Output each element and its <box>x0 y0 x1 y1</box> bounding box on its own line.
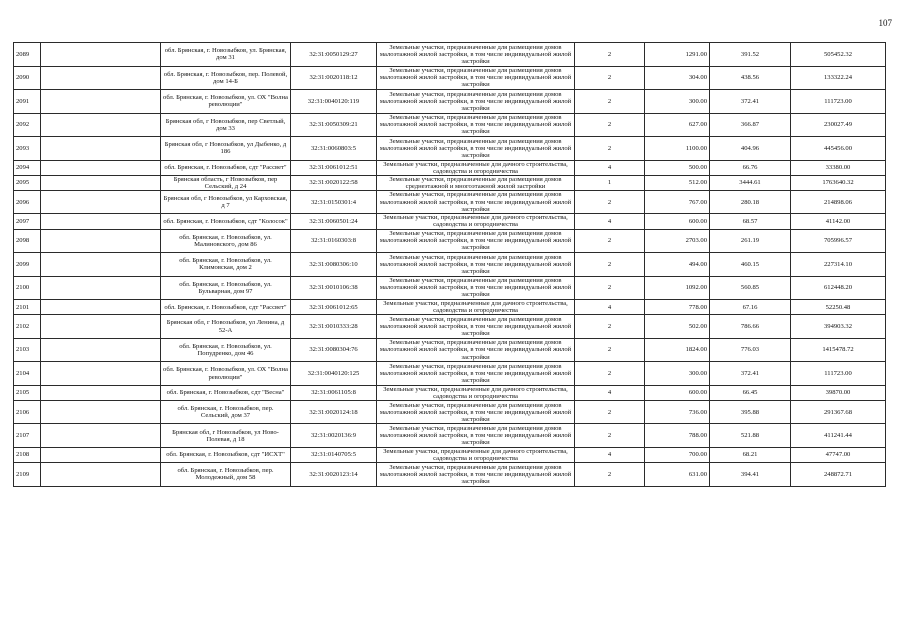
table-row <box>14 315 886 339</box>
group-cell: 2 <box>575 338 645 362</box>
table-row <box>14 300 886 315</box>
empty-cell <box>41 300 161 315</box>
cadastral-value-table <box>13 42 886 487</box>
address-cell: обл. Брянская, г. Новозыбков, сдт "ИСХТ" <box>161 447 291 462</box>
area-cell: 502.00 <box>645 315 710 339</box>
land-use-category-cell: Земельные участки, предназначенные для размещения домов малоэтажной жилой застройки, в том числе индивидуальной жилой застройки <box>377 338 575 362</box>
cadastral-number-cell: 32:31:0020123:14 <box>291 463 377 487</box>
area-cell: 788.00 <box>645 424 710 448</box>
address-cell: обл. Брянская, г. Новозыбков, ул. Брянская, дом 31 <box>161 43 291 67</box>
table-row <box>14 253 886 277</box>
specific-value-cell: 3444.61 <box>710 175 791 190</box>
empty-cell <box>41 276 161 300</box>
cadastral-number-cell: 32:31:0020136:9 <box>291 424 377 448</box>
area-cell: 700.00 <box>645 447 710 462</box>
table-row <box>14 137 886 161</box>
table-row <box>14 190 886 214</box>
cadastral-value-cell: 47747.00 <box>791 447 886 462</box>
empty-cell <box>41 400 161 424</box>
cadastral-number-cell: 32:31:0020124:18 <box>291 400 377 424</box>
land-use-category-cell: Земельные участки, предназначенные для дачного строительства, садоводства и огородничества <box>377 214 575 229</box>
table-row <box>14 214 886 229</box>
empty-cell <box>41 315 161 339</box>
cadastral-number-cell: 32:31:0040120:119 <box>291 90 377 114</box>
area-cell: 2703.00 <box>645 229 710 253</box>
group-cell: 2 <box>575 66 645 90</box>
cadastral-value-cell: 394903.32 <box>791 315 886 339</box>
empty-cell <box>41 385 161 400</box>
area-cell: 600.00 <box>645 214 710 229</box>
land-use-category-cell: Земельные участки, предназначенные для дачного строительства, садоводства и огородничества <box>377 447 575 462</box>
land-use-category-cell: Земельные участки, предназначенные для размещения домов среднеэтажной и многоэтажной жилой застройки <box>377 175 575 190</box>
specific-value-cell: 366.87 <box>710 113 791 137</box>
row-number: 2100 <box>14 276 41 300</box>
group-cell: 2 <box>575 400 645 424</box>
cadastral-number-cell: 32:31:0050129:27 <box>291 43 377 67</box>
land-use-category-cell: Земельные участки, предназначенные для размещения домов малоэтажной жилой застройки, в том числе индивидуальной жилой застройки <box>377 424 575 448</box>
specific-value-cell: 372.41 <box>710 90 791 114</box>
cadastral-value-cell: 1415478.72 <box>791 338 886 362</box>
row-number: 2109 <box>14 463 41 487</box>
cadastral-value-cell: 248872.71 <box>791 463 886 487</box>
area-cell: 500.00 <box>645 160 710 175</box>
specific-value-cell: 68.21 <box>710 447 791 462</box>
cadastral-number-cell: 32:31:0150301:4 <box>291 190 377 214</box>
table-row <box>14 463 886 487</box>
land-use-category-cell: Земельные участки, предназначенные для размещения домов малоэтажной жилой застройки, в том числе индивидуальной жилой застройки <box>377 400 575 424</box>
cadastral-value-cell: 291367.68 <box>791 400 886 424</box>
table-body <box>14 43 886 487</box>
address-cell: обл. Брянская, г. Новозыбков, ул. Бульварная, дом 97 <box>161 276 291 300</box>
specific-value-cell: 261.19 <box>710 229 791 253</box>
land-use-category-cell: Земельные участки, предназначенные для дачного строительства, садоводства и огородничества <box>377 300 575 315</box>
area-cell: 1291.00 <box>645 43 710 67</box>
table-row <box>14 43 886 67</box>
empty-cell <box>41 160 161 175</box>
land-use-category-cell: Земельные участки, предназначенные для размещения домов малоэтажной жилой застройки, в том числе индивидуальной жилой застройки <box>377 113 575 137</box>
area-cell: 600.00 <box>645 385 710 400</box>
table-row <box>14 424 886 448</box>
table-row <box>14 175 886 190</box>
cadastral-value-cell: 411241.44 <box>791 424 886 448</box>
specific-value-cell: 67.16 <box>710 300 791 315</box>
land-use-category-cell: Земельные участки, предназначенные для размещения домов малоэтажной жилой застройки, в том числе индивидуальной жилой застройки <box>377 137 575 161</box>
specific-value-cell: 372.41 <box>710 362 791 386</box>
row-number: 2090 <box>14 66 41 90</box>
empty-cell <box>41 362 161 386</box>
empty-cell <box>41 113 161 137</box>
group-cell: 2 <box>575 362 645 386</box>
address-cell: Брянская область, г Новозыбков, пер Сельский, д 24 <box>161 175 291 190</box>
cadastral-number-cell: 32:31:0050309:21 <box>291 113 377 137</box>
table-row <box>14 229 886 253</box>
page-number: 107 <box>878 18 892 28</box>
group-cell: 2 <box>575 190 645 214</box>
table-row <box>14 385 886 400</box>
cadastral-number-cell: 32:31:0020118:12 <box>291 66 377 90</box>
row-number: 2104 <box>14 362 41 386</box>
row-number: 2098 <box>14 229 41 253</box>
area-cell: 300.00 <box>645 362 710 386</box>
area-cell: 736.00 <box>645 400 710 424</box>
cadastral-number-cell: 32:31:0010106:38 <box>291 276 377 300</box>
cadastral-value-cell: 230027.49 <box>791 113 886 137</box>
specific-value-cell: 404.96 <box>710 137 791 161</box>
cadastral-number-cell: 32:31:0061012:51 <box>291 160 377 175</box>
land-use-category-cell: Земельные участки, предназначенные для размещения домов малоэтажной жилой застройки, в том числе индивидуальной жилой застройки <box>377 315 575 339</box>
land-use-category-cell: Земельные участки, предназначенные для размещения домов малоэтажной жилой застройки, в том числе индивидуальной жилой застройки <box>377 90 575 114</box>
specific-value-cell: 460.15 <box>710 253 791 277</box>
cadastral-value-cell: 227314.10 <box>791 253 886 277</box>
group-cell: 2 <box>575 253 645 277</box>
address-cell: обл. Брянская, г. Новозыбков, ул. Малиновского, дом 86 <box>161 229 291 253</box>
group-cell: 1 <box>575 175 645 190</box>
group-cell: 2 <box>575 90 645 114</box>
table-row <box>14 66 886 90</box>
cadastral-number-cell: 32:31:0060803:5 <box>291 137 377 161</box>
row-number: 2096 <box>14 190 41 214</box>
row-number: 2103 <box>14 338 41 362</box>
address-cell: обл. Брянская, г. Новозыбков, ул. Попудренко, дом 46 <box>161 338 291 362</box>
cadastral-number-cell: 32:31:0080304:76 <box>291 338 377 362</box>
specific-value-cell: 786.66 <box>710 315 791 339</box>
address-cell: Брянская обл, г Новозыбков, пер Светлый, дом 33 <box>161 113 291 137</box>
cadastral-number-cell: 32:31:0060501:24 <box>291 214 377 229</box>
cadastral-number-cell: 32:31:0080306:10 <box>291 253 377 277</box>
group-cell: 2 <box>575 315 645 339</box>
land-use-category-cell: Земельные участки, предназначенные для размещения домов малоэтажной жилой застройки, в том числе индивидуальной жилой застройки <box>377 253 575 277</box>
cadastral-value-cell: 612448.20 <box>791 276 886 300</box>
empty-cell <box>41 338 161 362</box>
group-cell: 2 <box>575 43 645 67</box>
address-cell: обл. Брянская, г. Новозыбков, сдт "Колосок" <box>161 214 291 229</box>
specific-value-cell: 68.57 <box>710 214 791 229</box>
cadastral-number-cell: 32:31:0010333:28 <box>291 315 377 339</box>
address-cell: Брянская обл, г Новозыбков, ул Карховская, д 7 <box>161 190 291 214</box>
specific-value-cell: 395.88 <box>710 400 791 424</box>
row-number: 2106 <box>14 400 41 424</box>
address-cell: Брянская обл, г Новозыбков, ул Ленина, д 52-А <box>161 315 291 339</box>
table-row <box>14 400 886 424</box>
address-cell: обл. Брянская, г. Новозыбков, сдт "Рассвет" <box>161 300 291 315</box>
cadastral-value-cell: 133322.24 <box>791 66 886 90</box>
land-use-category-cell: Земельные участки, предназначенные для размещения домов малоэтажной жилой застройки, в том числе индивидуальной жилой застройки <box>377 276 575 300</box>
empty-cell <box>41 214 161 229</box>
area-cell: 778.00 <box>645 300 710 315</box>
address-cell: обл. Брянская, г. Новозыбков, пер. Сельский, дом 37 <box>161 400 291 424</box>
empty-cell <box>41 447 161 462</box>
area-cell: 494.00 <box>645 253 710 277</box>
specific-value-cell: 521.88 <box>710 424 791 448</box>
empty-cell <box>41 463 161 487</box>
row-number: 2108 <box>14 447 41 462</box>
table-row <box>14 362 886 386</box>
table-row <box>14 90 886 114</box>
row-number: 2095 <box>14 175 41 190</box>
land-use-category-cell: Земельные участки, предназначенные для дачного строительства, садоводства и огородничества <box>377 385 575 400</box>
table-row <box>14 113 886 137</box>
cadastral-value-cell: 33380.00 <box>791 160 886 175</box>
address-cell: обл. Брянская, г. Новозыбков, пер. Полевой, дом 14-Б <box>161 66 291 90</box>
address-cell: Брянская обл, г Новозыбков, ул Ново-Полевая, д 18 <box>161 424 291 448</box>
area-cell: 304.00 <box>645 66 710 90</box>
row-number: 2092 <box>14 113 41 137</box>
area-cell: 631.00 <box>645 463 710 487</box>
specific-value-cell: 394.41 <box>710 463 791 487</box>
group-cell: 4 <box>575 300 645 315</box>
address-cell: обл. Брянская, г. Новозыбков, ул. ОХ "Волна революции" <box>161 362 291 386</box>
row-number: 2101 <box>14 300 41 315</box>
group-cell: 2 <box>575 276 645 300</box>
group-cell: 2 <box>575 424 645 448</box>
land-use-category-cell: Земельные участки, предназначенные для дачного строительства, садоводства и огородничества <box>377 160 575 175</box>
empty-cell <box>41 43 161 67</box>
area-cell: 300.00 <box>645 90 710 114</box>
cadastral-value-cell: 705996.57 <box>791 229 886 253</box>
row-number: 2091 <box>14 90 41 114</box>
table-row <box>14 338 886 362</box>
area-cell: 1824.00 <box>645 338 710 362</box>
specific-value-cell: 391.52 <box>710 43 791 67</box>
address-cell: обл. Брянская, г. Новозыбков, сдт "Весна" <box>161 385 291 400</box>
address-cell: обл. Брянская, г. Новозыбков, ул. ОХ "Волна революции" <box>161 90 291 114</box>
cadastral-number-cell: 32:31:0020122:58 <box>291 175 377 190</box>
table-row <box>14 276 886 300</box>
cadastral-value-cell: 505452.32 <box>791 43 886 67</box>
specific-value-cell: 776.03 <box>710 338 791 362</box>
cadastral-value-cell: 39870.00 <box>791 385 886 400</box>
group-cell: 4 <box>575 214 645 229</box>
group-cell: 4 <box>575 447 645 462</box>
group-cell: 4 <box>575 385 645 400</box>
cadastral-value-cell: 111723.00 <box>791 362 886 386</box>
cadastral-value-cell: 214898.06 <box>791 190 886 214</box>
empty-cell <box>41 424 161 448</box>
area-cell: 1092.00 <box>645 276 710 300</box>
cadastral-number-cell: 32:31:0061105:8 <box>291 385 377 400</box>
group-cell: 2 <box>575 463 645 487</box>
land-use-category-cell: Земельные участки, предназначенные для размещения домов малоэтажной жилой застройки, в том числе индивидуальной жилой застройки <box>377 66 575 90</box>
land-use-category-cell: Земельные участки, предназначенные для размещения домов малоэтажной жилой застройки, в том числе индивидуальной жилой застройки <box>377 362 575 386</box>
row-number: 2107 <box>14 424 41 448</box>
group-cell: 2 <box>575 229 645 253</box>
specific-value-cell: 438.56 <box>710 66 791 90</box>
specific-value-cell: 66.76 <box>710 160 791 175</box>
area-cell: 1100.00 <box>645 137 710 161</box>
specific-value-cell: 560.85 <box>710 276 791 300</box>
row-number: 2097 <box>14 214 41 229</box>
empty-cell <box>41 190 161 214</box>
address-cell: обл. Брянская, г. Новозыбков, пер. Молодежный, дом 58 <box>161 463 291 487</box>
group-cell: 2 <box>575 137 645 161</box>
land-use-category-cell: Земельные участки, предназначенные для размещения домов малоэтажной жилой застройки, в том числе индивидуальной жилой застройки <box>377 43 575 67</box>
cadastral-value-cell: 445456.00 <box>791 137 886 161</box>
specific-value-cell: 280.18 <box>710 190 791 214</box>
row-number: 2105 <box>14 385 41 400</box>
area-cell: 767.00 <box>645 190 710 214</box>
address-cell: обл. Брянская, г. Новозыбков, сдт "Рассвет" <box>161 160 291 175</box>
group-cell: 4 <box>575 160 645 175</box>
empty-cell <box>41 137 161 161</box>
land-use-category-cell: Земельные участки, предназначенные для размещения домов малоэтажной жилой застройки, в том числе индивидуальной жилой застройки <box>377 190 575 214</box>
area-cell: 512.00 <box>645 175 710 190</box>
address-cell: обл. Брянская, г. Новозыбков, ул. Климовская, дом 2 <box>161 253 291 277</box>
cadastral-value-cell: 41142.00 <box>791 214 886 229</box>
cadastral-number-cell: 32:31:0040120:125 <box>291 362 377 386</box>
row-number: 2093 <box>14 137 41 161</box>
area-cell: 627.00 <box>645 113 710 137</box>
cadastral-value-cell: 52250.48 <box>791 300 886 315</box>
empty-cell <box>41 66 161 90</box>
cadastral-number-cell: 32:31:0160303:8 <box>291 229 377 253</box>
row-number: 2094 <box>14 160 41 175</box>
row-number: 2089 <box>14 43 41 67</box>
land-use-category-cell: Земельные участки, предназначенные для размещения домов малоэтажной жилой застройки, в том числе индивидуальной жилой застройки <box>377 229 575 253</box>
specific-value-cell: 66.45 <box>710 385 791 400</box>
land-use-category-cell: Земельные участки, предназначенные для размещения домов малоэтажной жилой застройки, в том числе индивидуальной жилой застройки <box>377 463 575 487</box>
empty-cell <box>41 175 161 190</box>
table-row <box>14 447 886 462</box>
empty-cell <box>41 253 161 277</box>
group-cell: 2 <box>575 113 645 137</box>
row-number: 2102 <box>14 315 41 339</box>
empty-cell <box>41 90 161 114</box>
cadastral-number-cell: 32:31:0061012:65 <box>291 300 377 315</box>
table-row <box>14 160 886 175</box>
cadastral-value-cell: 1763640.32 <box>791 175 886 190</box>
cadastral-number-cell: 32:31:0140705:5 <box>291 447 377 462</box>
address-cell: Брянская обл, г Новозыбков, ул Дыбенко, д 186 <box>161 137 291 161</box>
cadastral-value-cell: 111723.00 <box>791 90 886 114</box>
row-number: 2099 <box>14 253 41 277</box>
empty-cell <box>41 229 161 253</box>
